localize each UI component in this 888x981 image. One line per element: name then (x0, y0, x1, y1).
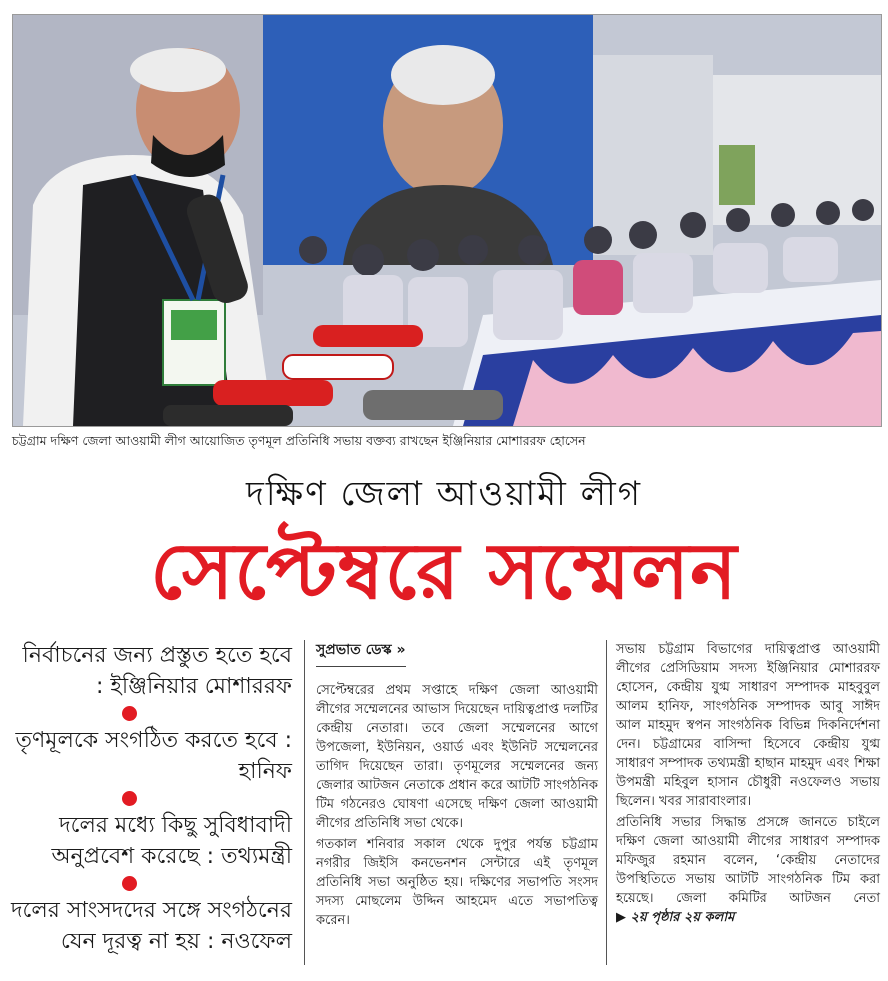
bullet-dot (122, 791, 137, 806)
kicker: দক্ষিণ জেলা আওয়ামী লীগ (245, 474, 643, 514)
article-column-1 (316, 640, 598, 932)
bullet-dot (122, 706, 137, 721)
article-paragraph: সভায় চট্টগ্রাম বিভাগের দায়িত্বপ্রাপ্ত আওয়ামী লীগের প্রেসিডিয়াম সদস্য ইঞ্জিনিয়ার মোশাররফ হোসেন, কেন্দ্রীয় যুগ্ম সাধারণ সম্পাদক মাহবুবুল আলম হানিফ, সাংগঠনিক সম্পাদক আবু সাঈদ আল মাহমুদ স্বপন সাংগঠনিক বিভিন্ন দিকনির্দেশনা দেন। চট্টগ্রামের বাসিন্দা হিসেবে কেন্দ্রীয় যুগ্ম সাধারণ সম্পাদক তথ্যমন্ত্রী হাছান মাহমুদ এবং শিক্ষা উপমন্ত্রী মহিবুল হাসান চৌধুরী নওফেলও সভায় ছিলেন। খবর সারাবাংলার। (616, 642, 880, 809)
article-paragraph: গতকাল শনিবার সকাল থেকে দুপুর পর্যন্ত চট্টগ্রাম নগরীর জিইসি কনভেনশন সেন্টারে এই তৃণমূল প্রতিনিধি সভা অনুষ্ঠিত হয়। দক্ষিণের সভাপতি সংসদ সদস্য মোছলেম উদ্দিন আহমেদ এতে সভাপতিত্ব করেন। (316, 837, 598, 928)
photo-illustration (13, 15, 881, 426)
photo-caption: চট্টগ্রাম দক্ষিণ জেলা আওয়ামী লীগ আয়োজিত তৃণমূল প্রতিনিধি সভায় বক্তব্য রাখছেন ইঞ্জিনিয়ার মোশাররফ হোসেন (12, 433, 586, 448)
article-paragraph: সেপ্টেম্বরের প্রথম সপ্তাহে দক্ষিণ জেলা আওয়ামী লীগের সম্মেলনের আভাস দিয়েছেন দায়িত্বপ্রাপ্ত দলটির কেন্দ্রীয় নেতারা। তবে জেলা সম্মেলনের আগে উপজেলা, ইউনিয়ন, ওয়ার্ড এবং ইউনিট সম্মেলনের তাগিদ দিয়েছেন তারা। তৃণমূলের সম্মেলনের জন্য জেলার আটজন নেতাকে প্রধান করে আটটি সাংগঠনিক টিম গঠনেরও ঘোষণা এসেছে দক্ষিণ জেলা আওয়ামী লীগের প্রতিনিধি সভা থেকে। (316, 683, 598, 831)
highlight-item: তৃণমূলকে সংগঠিত করতে হবে : হানিফ (15, 728, 292, 784)
highlights-column (10, 640, 292, 957)
bullet-dot (122, 876, 137, 891)
highlight-item: দলের সাংসদদের সঙ্গে সংগঠনের যেন দূরত্ব না হয় : নওফেল (10, 898, 292, 954)
byline: সুপ্রভাত ডেস্ক » (316, 640, 406, 667)
column-divider (606, 640, 607, 965)
column-divider (304, 640, 305, 965)
highlight-item: দলের মধ্যে কিছু সুবিধাবাদী অনুপ্রবেশ করেছে : তথ্যমন্ত্রী (51, 813, 292, 869)
article-column-2 (616, 640, 880, 929)
highlight-item: নির্বাচনের জন্য প্রস্তুত হতে হবে : ইঞ্জিনিয়ার মোশাররফ (22, 643, 292, 699)
continuation-link[interactable]: ▶ ২য় পৃষ্ঠার ২য় কলাম (616, 910, 735, 925)
headline: সেপ্টেম্বরে সম্মেলন (150, 527, 738, 617)
article-paragraph (616, 813, 880, 927)
news-photo (12, 14, 882, 427)
article-text: প্রতিনিধি সভার সিদ্ধান্ত প্রসঙ্গে জানতে চাইলে দক্ষিণ জেলা আওয়ামী লীগের সাধারণ সম্পাদক মফিজুর রহমান বলেন, ‘কেন্দ্রীয় নেতাদের উপস্থিতিতে সভায় আটটি সাংগঠনিক টিম করা হয়েছে। জেলা কমিটির আটজন নেতা (616, 815, 880, 906)
